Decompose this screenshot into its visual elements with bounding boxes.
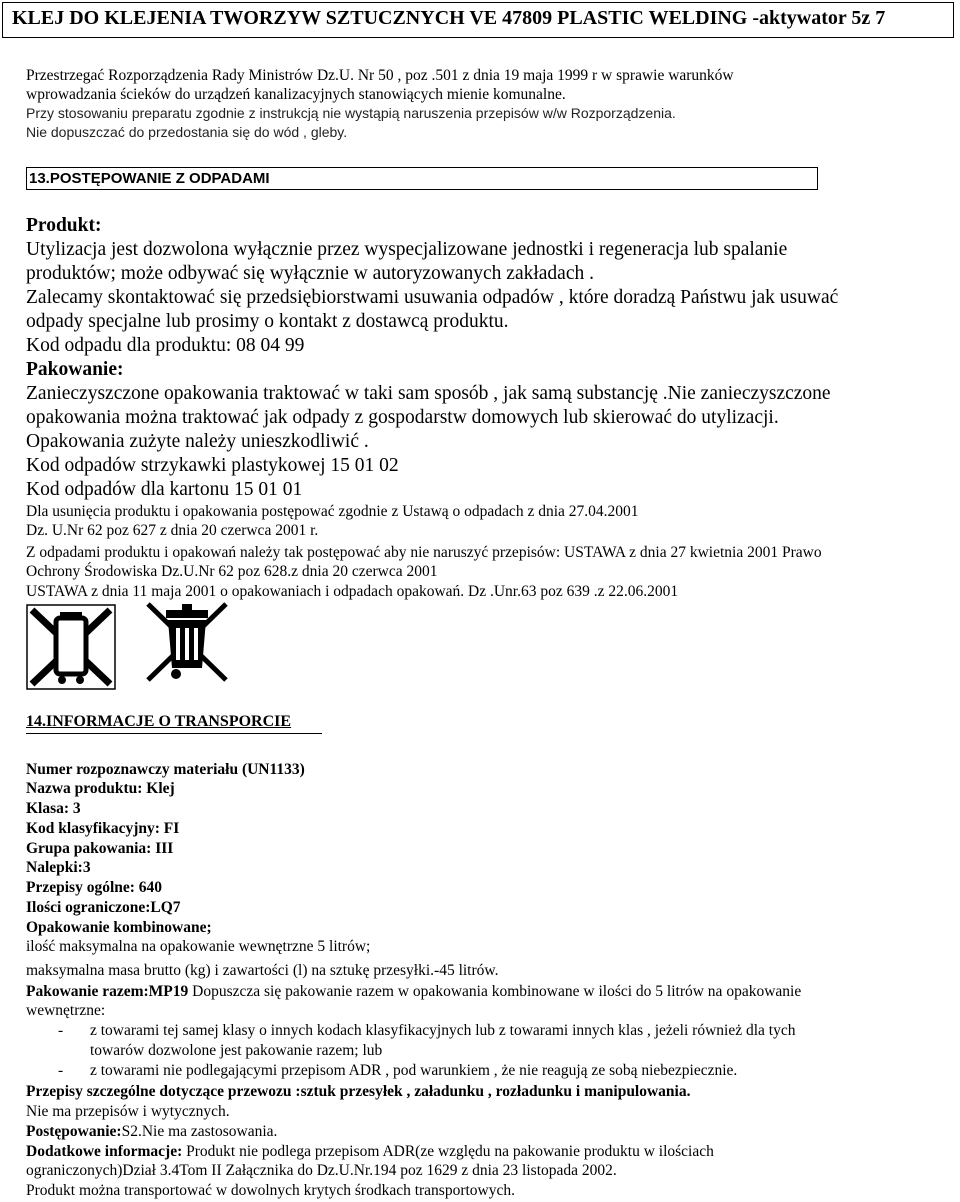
transport-limited-quantities: Ilości ograniczone:LQ7 [26,899,181,916]
bullet-dash-2: - [58,1062,64,1079]
produkt-label: Produkt: [26,215,102,236]
transport-class: Klasa: 3 [26,800,81,817]
intro-line-3: Przy stosowaniu preparatu zgodnie z instrukcją nie wystąpią naruszenia przepisów w/w Rozporządzenia. [26,105,676,121]
law-line-3: Z odpadami produktu i opakowań należy tak postępować aby nie naruszyć przepisów: USTAWA z dnia 27 kwietnia 2001 Prawo [26,544,822,561]
transport-combined-packaging: Opakowanie kombinowane; [26,919,212,936]
section-14-underline [26,733,322,734]
no-rules: Nie ma przepisów i wytycznych. [26,1103,230,1120]
produkt-line-3: Zalecamy skontaktować się przedsiębiorstwami usuwania odpadów , które doradzą Państwu jak usuwać [26,287,839,308]
pakowanie-label: Pakowanie: [26,359,124,380]
section-13-title: 13.POSTĘPOWANIE Z ODPADAMI [29,170,270,187]
transport-mixed-packing-cont: wewnętrzne: [26,1002,106,1019]
produkt-line-4: odpady specjalne lub prosimy o kontakt z dostawcą produktu. [26,311,509,332]
transport-labels: Nalepki:3 [26,859,91,876]
transport-product-name: Nazwa produktu: Klej [26,780,175,797]
waste-code-carton: Kod odpadów dla kartonu 15 01 01 [26,479,303,500]
transport-un-number: Numer rozpoznawczy materiału (UN1133) [26,761,305,778]
transport-general-rules: Przepisy ogólne: 640 [26,879,163,896]
pakowanie-line-2: opakowania można traktować jak odpady z gospodarstw domowych lub skierować do utylizacji. [26,407,779,428]
transport-max-inner: ilość maksymalna na opakowanie wewnętrzne 5 litrów; [26,938,371,955]
procedure [26,1122,277,1141]
produkt-line-1: Utylizacja jest dozwolona wyłącznie przez wyspecjalizowane jednostki i regeneracja lub spalanie [26,239,788,260]
procedure-label: Postępowanie: [26,1123,122,1140]
crossed-wheelie-bin-icon [144,600,230,684]
document-title: KLEJ DO KLEJENIA TWORZYW SZTUCZNYCH VE 47809 PLASTIC WELDING -aktywator 5z 7 [12,7,886,29]
additional-info [26,1142,714,1161]
additional-info-text: Produkt nie podlega przepisom ADR(ze względu na pakowanie produktu w ilościach [182,1143,714,1160]
additional-info-label: Dodatkowe informacje: [26,1143,183,1160]
transport-means: Produkt można transportować w dowolnych krytych środkach transportowych. [26,1182,515,1199]
section-13-heading [26,167,818,190]
waste-code-syringe: Kod odpadów strzykawki plastykowej 15 01 02 [26,455,399,476]
bullet-1-line-2: towarów dozwolone jest pakowanie razem; lub [90,1042,383,1059]
law-line-1: Dla usunięcia produktu i opakowania postępować zgodnie z Ustawą o odpadach z dnia 27.04.2001 [26,503,639,520]
transport-mixed-packing [26,982,801,1001]
pakowanie-line-1: Zanieczyszczone opakowania traktować w taki sam sposób , jak samą substancję .Nie zanieczyszczone [26,383,831,404]
transport-classification-code: Kod klasyfikacyjny: FI [26,820,180,837]
law-line-5: USTAWA z dnia 11 maja 2001 o opakowaniach i odpadach opakowań. Dz .Unr.63 poz 639 .z 22.06.2001 [26,583,679,600]
procedure-text: S2.Nie ma zastosowania. [121,1123,278,1140]
intro-line-1: Przestrzegać Rozporządzenia Rady Ministrów Dz.U. Nr 50 , poz .501 z dnia 19 maja 1999 r w sprawie warunków [26,67,734,84]
mixed-packing-text: Dopuszcza się pakowanie razem w opakowania kombinowane w ilości do 5 litrów na opakowanie [188,983,802,1000]
crossed-waste-container-icon [26,604,116,690]
transport-packing-group: Grupa pakowania: III [26,840,174,857]
pakowanie-line-3: Opakowania zużyte należy unieszkodliwić . [26,431,369,452]
law-line-2: Dz. U.Nr 62 poz 627 z dnia 20 czerwca 2001 r. [26,522,319,539]
intro-line-4: Nie dopuszczać do przedostania się do wód , gleby. [26,124,348,140]
mixed-packing-label: Pakowanie razem:MP19 [26,983,189,1000]
special-transport-rules: Przepisy szczególne dotyczące przewozu :sztuk przesyłek , załadunku , rozładunku i manipulowania. [26,1083,691,1100]
section-14-title: 14.INFORMACJE O TRANSPORCIE [26,713,292,730]
transport-max-gross: maksymalna masa brutto (kg) i zawartości (l) na sztukę przesyłki.-45 litrów. [26,962,499,979]
produkt-line-2: produktów; może odbywać się wyłącznie w autoryzowanych zakładach . [26,263,594,284]
bullet-dash-1: - [58,1022,64,1039]
intro-line-2: wprowadzania ścieków do urządzeń kanalizacyjnych stanowiących mienie komunalne. [26,86,566,103]
bullet-2: z towarami nie podlegającymi przepisom ADR , pod warunkiem , że nie reagują ze sobą niebezpiecznie. [90,1062,738,1079]
waste-code-product: Kod odpadu dla produktu: 08 04 99 [26,335,305,356]
document-header [2,2,954,38]
law-line-4: Ochrony Środowiska Dz.U.Nr 62 poz 628.z dnia 20 czerwca 2001 [26,563,438,580]
bullet-1-line-1: z towarami tej samej klasy o innych kodach klasyfikacyjnych lub z towarami innych klas , jeżeli również dla tych [90,1022,796,1039]
additional-info-cont: ograniczonych)Dział 3.4Tom II Załącznika do Dz.U.Nr.194 poz 1629 z dnia 23 listopada 2002. [26,1162,617,1179]
